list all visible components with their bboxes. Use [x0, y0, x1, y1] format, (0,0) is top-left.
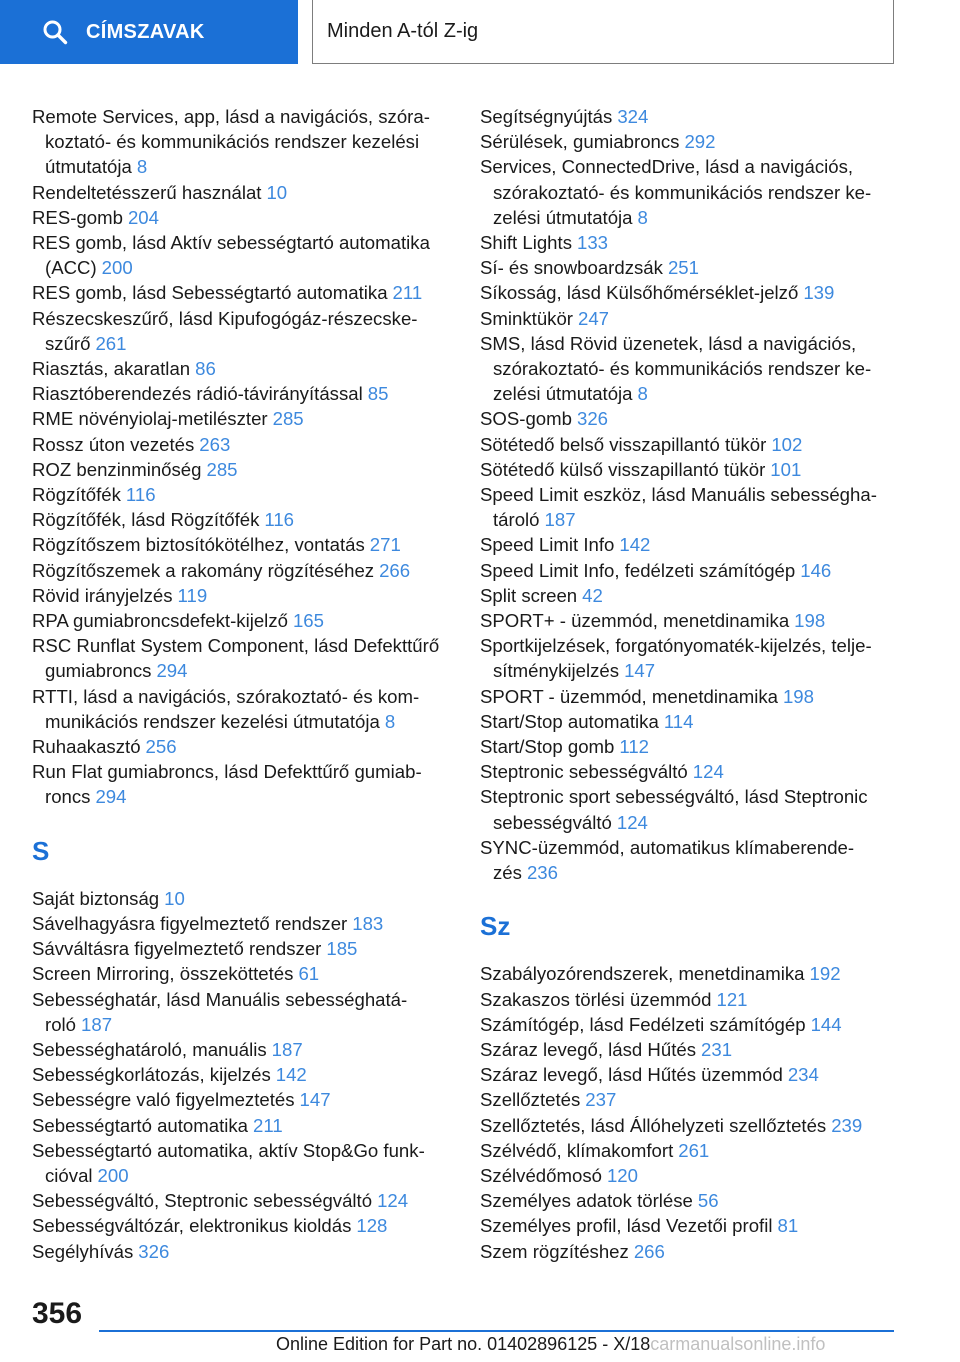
index-entry	[480, 280, 898, 305]
index-list-s	[32, 886, 450, 1264]
index-entry-text: Speed Limit Info, fedélzeti számítógép	[480, 559, 796, 581]
index-entry	[32, 507, 450, 532]
index-entry	[480, 230, 898, 255]
page-reference-link[interactable]: 247	[578, 307, 610, 329]
page-reference-link[interactable]: 204	[127, 206, 159, 228]
index-entry	[32, 1113, 450, 1138]
page-reference-link[interactable]: 139	[803, 282, 835, 304]
index-entry-text: SPORT+ - üzemmód, menetdinamika	[480, 610, 790, 632]
section-heading-sz: Sz	[480, 911, 511, 942]
page-reference-link[interactable]: 86	[195, 358, 216, 380]
index-entry	[32, 381, 450, 406]
page-reference-link[interactable]: 42	[582, 584, 603, 606]
page-reference-link[interactable]: 326	[138, 1240, 170, 1262]
page-reference-link[interactable]: 231	[701, 1038, 733, 1060]
index-entry	[480, 255, 898, 280]
index-entry-text: Sötétedő belső visszapillantó tükör	[480, 433, 767, 455]
index-entry	[32, 936, 450, 961]
page-reference-link[interactable]: 10	[266, 181, 288, 203]
index-entry-text: Steptronic sport sebességváltó, lásd Steptronic sebességváltó	[480, 786, 868, 833]
index-entry-text: Száraz levegő, lásd Hűtés	[480, 1038, 697, 1060]
index-entry	[480, 154, 898, 230]
index-entry	[480, 1037, 898, 1062]
index-entry-text: Szellőztetés	[480, 1089, 581, 1111]
tab-a-to-z[interactable]	[312, 0, 894, 64]
page-reference-link[interactable]: 133	[577, 232, 609, 254]
index-entry-text: Személyes adatok törlése	[480, 1190, 693, 1212]
index-entry	[32, 1239, 450, 1264]
page-reference-link[interactable]: 124	[377, 1190, 409, 1212]
index-entry	[32, 911, 450, 936]
index-entry	[480, 734, 898, 759]
index-entry	[32, 104, 450, 180]
index-entry-text: Száraz levegő, lásd Hűtés üzemmód	[480, 1064, 783, 1086]
page-reference-link[interactable]: 56	[697, 1190, 719, 1212]
index-entry-text: RPA gumiabroncsdefekt-kijelző	[32, 610, 288, 632]
index-entry	[480, 406, 898, 431]
page-reference-link[interactable]: 236	[526, 862, 558, 884]
page-reference-link[interactable]: 198	[782, 685, 814, 707]
watermark-text: carmanualsonline.info	[650, 1334, 826, 1354]
index-entry	[32, 886, 450, 911]
index-entry-text: Sérülések, gumiabroncs	[480, 131, 680, 153]
index-entry	[480, 1012, 898, 1037]
index-entry-text: Rögzítőszem biztosítókötélhez, vontatás	[32, 534, 365, 556]
index-entry	[480, 129, 898, 154]
index-entry-text: Rövid irányjelzés	[32, 584, 173, 606]
page-reference-link[interactable]: 8	[384, 710, 396, 732]
page-reference-link[interactable]: 85	[367, 383, 389, 405]
index-entry-text: Saját biztonság	[32, 887, 160, 909]
index-entry	[480, 432, 898, 457]
page-reference-link[interactable]: 121	[716, 988, 748, 1010]
index-entry	[32, 482, 450, 507]
tab-a-to-z-label: Minden A-tól Z-ig	[327, 20, 479, 42]
page-reference-link[interactable]: 142	[275, 1064, 307, 1086]
index-entry-text: RTTI, lásd a navigációs, szórakoztató- és kommunikációs rendszer kezelési útmutatója	[32, 685, 420, 732]
index-entry	[480, 835, 898, 885]
index-list-s-continued	[480, 104, 898, 885]
index-entry-text: Sávelhagyásra figyelmeztető rendszer	[32, 912, 348, 934]
search-icon	[42, 19, 68, 45]
index-entry-text: Riasztás, akaratlan	[32, 358, 191, 380]
index-entry-text: Szem rögzítéshez	[480, 1240, 629, 1262]
page-reference-link[interactable]: 116	[125, 484, 156, 506]
page-reference-link[interactable]: 183	[352, 912, 384, 934]
index-entry-text: Sebességváltózár, elektronikus kioldás	[32, 1215, 352, 1237]
page-reference-link[interactable]: 294	[95, 786, 127, 808]
index-entry	[480, 457, 898, 482]
page-reference-link[interactable]: 200	[97, 1164, 129, 1186]
index-entry	[32, 205, 450, 230]
page-reference-link[interactable]: 187	[544, 509, 576, 531]
index-entry-text: Személyes profil, lásd Vezetői profil	[480, 1215, 773, 1237]
page-reference-link[interactable]: 8	[637, 206, 648, 228]
page-reference-link[interactable]: 8	[637, 383, 648, 405]
index-entry-text: RES gomb, lásd Aktív sebességtartó automatika (ACC)	[32, 232, 430, 279]
tab-keywords-label: CÍMSZAVAK	[86, 20, 205, 43]
index-entry-text: Sebességhatár, lásd Manuális sebességhatároló	[32, 988, 408, 1035]
index-entry-text: RME növényiolaj-metilészter	[32, 408, 268, 430]
index-entry	[480, 482, 898, 532]
index-entry-text: ROZ benzinminőség	[32, 458, 202, 480]
page-reference-link[interactable]: 292	[684, 131, 716, 153]
page-reference-link[interactable]: 187	[271, 1038, 303, 1060]
index-entry-text: Síkosság, lásd Külsőhőmérséklet-jelző	[480, 282, 799, 304]
index-entry	[32, 532, 450, 557]
index-entry	[32, 1037, 450, 1062]
page-reference-link[interactable]: 198	[794, 610, 826, 632]
index-entry	[480, 104, 898, 129]
page-reference-link[interactable]: 142	[619, 534, 651, 556]
index-entry-text: Ruhaakasztó	[32, 736, 141, 758]
index-entry	[32, 608, 450, 633]
index-entry-text: Sebességkorlátozás, kijelzés	[32, 1064, 271, 1086]
index-entry-text: Sebességváltó, Steptronic sebességváltó	[32, 1190, 373, 1212]
index-entry	[32, 280, 450, 305]
index-entry-text: Start/Stop gomb	[480, 736, 615, 758]
section-heading-s: S	[32, 835, 50, 866]
page-reference-link[interactable]: 326	[576, 408, 609, 430]
index-entry	[480, 532, 898, 557]
index-entry	[32, 987, 450, 1037]
page-reference-link[interactable]: 101	[770, 458, 802, 480]
index-entry	[32, 356, 450, 381]
index-entry	[480, 684, 898, 709]
index-entry	[32, 230, 450, 280]
index-entry-text: Szellőztetés, lásd Állóhelyzeti szellőztetés	[480, 1114, 827, 1136]
index-entry	[480, 558, 898, 583]
page-reference-link[interactable]: 10	[164, 887, 185, 909]
page-reference-link[interactable]: 263	[199, 433, 231, 455]
index-entry-text: Szélvédő, klímakomfort	[480, 1139, 674, 1161]
index-entry	[480, 1163, 898, 1188]
page-reference-link[interactable]: 146	[800, 559, 832, 581]
page-reference-link[interactable]: 266	[379, 559, 411, 581]
page-reference-link[interactable]: 144	[810, 1013, 842, 1035]
footer-divider	[99, 1330, 894, 1332]
index-entry	[32, 633, 450, 683]
edition-text: Online Edition for Part no. 01402896125 - X/18	[276, 1334, 651, 1354]
page-reference-link[interactable]: 234	[787, 1064, 819, 1086]
index-entry	[480, 1213, 898, 1238]
index-entry-text: SOS-gomb	[480, 408, 572, 430]
page-reference-link[interactable]: 285	[206, 458, 238, 480]
page-reference-link[interactable]: 239	[831, 1114, 863, 1136]
index-entry-text: Sávváltásra figyelmeztető rendszer	[32, 938, 322, 960]
index-entry	[32, 684, 450, 734]
index-entry	[32, 457, 450, 482]
index-entry-text: Steptronic sebességváltó	[480, 761, 688, 783]
index-entry	[32, 432, 450, 457]
index-entry	[480, 784, 898, 834]
index-column-left	[32, 104, 450, 1264]
index-entry	[480, 759, 898, 784]
index-entry	[480, 633, 898, 683]
page-reference-link[interactable]: 128	[356, 1215, 388, 1237]
index-entry	[32, 406, 450, 431]
index-entry	[32, 1213, 450, 1238]
page-reference-link[interactable]: 237	[585, 1089, 617, 1111]
index-entry	[32, 734, 450, 759]
index-entry-text: RSC Runflat System Component, lásd Defekttűrő gumiabroncs	[32, 635, 440, 682]
index-entry	[480, 583, 898, 608]
index-entry-text: Segítségnyújtás	[480, 106, 613, 127]
page-reference-link[interactable]: 81	[777, 1215, 799, 1237]
page-reference-link[interactable]: 165	[292, 610, 324, 632]
index-entry-text: Rossz úton vezetés	[32, 433, 195, 455]
index-entry-text: Szabályozórendszerek, menetdinamika	[480, 963, 805, 985]
page-reference-link[interactable]: 261	[95, 332, 127, 354]
index-entry-text: Rendeltetésszerű használat	[32, 181, 262, 203]
index-entry-text: Rögzítőfék, lásd Rögzítőfék	[32, 509, 260, 531]
page-reference-link[interactable]: 211	[253, 1114, 283, 1136]
page-reference-link[interactable]: 124	[616, 811, 648, 833]
page-reference-link[interactable]: 61	[298, 963, 320, 985]
index-entry-text: Sportkijelzések, forgatónyomaték-kijelzés, teljesítménykijelzés	[480, 635, 872, 682]
page-number: 356	[32, 1297, 83, 1330]
index-entry-text: Run Flat gumiabroncs, lásd Defekttűrő gumiabroncs	[32, 761, 422, 808]
page-reference-link[interactable]: 120	[606, 1164, 638, 1186]
index-entry	[32, 759, 450, 809]
page-reference-link[interactable]: 185	[326, 938, 358, 960]
index-entry	[32, 1062, 450, 1087]
index-entry	[480, 1087, 898, 1112]
index-entry	[480, 1138, 898, 1163]
page-reference-link[interactable]: 251	[667, 257, 699, 279]
index-entry	[480, 306, 898, 331]
page-reference-link[interactable]: 261	[678, 1139, 710, 1161]
page-reference-link[interactable]: 271	[369, 534, 401, 556]
index-entry	[480, 1113, 898, 1138]
index-entry-text: Remote Services, app, lásd a navigációs, szórakoztató- és kommunikációs rendszer kezelési útmutatója	[32, 106, 430, 178]
index-entry-text: Sí- és snowboardzsák	[480, 257, 663, 279]
index-entry-text: Rögzítőfék	[32, 484, 121, 506]
page-reference-link[interactable]: 102	[771, 433, 803, 455]
page-reference-link[interactable]: 116	[264, 509, 295, 531]
index-entry	[32, 1188, 450, 1213]
index-entry-text: SPORT - üzemmód, menetdinamika	[480, 685, 778, 707]
index-entry-text: RES-gomb	[32, 206, 123, 228]
index-entry	[480, 1239, 898, 1264]
index-entry-text: Sebességtartó automatika	[32, 1114, 249, 1136]
index-entry-text: Segélyhívás	[32, 1240, 134, 1262]
index-list-sz	[480, 961, 898, 1263]
index-entry-text: Split screen	[480, 584, 578, 606]
page-reference-link[interactable]: 147	[299, 1089, 331, 1111]
index-entry-text: Services, ConnectedDrive, lásd a navigációs, szórakoztató- és kommunikációs rendszer kezelési útmutatója	[480, 156, 872, 228]
page-reference-link[interactable]: 112	[619, 736, 650, 758]
page-reference-link[interactable]: 285	[272, 408, 304, 430]
page-reference-link[interactable]: 211	[392, 282, 423, 304]
index-entry-text: Sebességtartó automatika, aktív Stop&Go funkcióval	[32, 1139, 425, 1186]
page-reference-link[interactable]: 124	[692, 761, 724, 783]
index-entry-text: Speed Limit Info	[480, 534, 615, 556]
index-entry-text: Sötétedő külső visszapillantó tükör	[480, 458, 766, 480]
index-entry-text: Szakaszos törlési üzemmód	[480, 988, 712, 1010]
index-entry	[480, 608, 898, 633]
page-reference-link[interactable]: 294	[156, 660, 188, 682]
index-entry-text: Shift Lights	[480, 232, 572, 254]
index-entry-text: SYNC-üzemmód, automatikus klímaberendezés	[480, 836, 855, 884]
index-entry	[32, 180, 450, 205]
index-entry-text: Részecskeszűrő, lásd Kipufogógáz-részecskeszűrő	[32, 307, 418, 354]
index-list-r	[32, 104, 450, 810]
page-reference-link[interactable]: 266	[633, 1240, 665, 1262]
page-reference-link[interactable]: 187	[81, 1013, 113, 1035]
page-reference-link[interactable]: 192	[809, 963, 841, 985]
index-entry-text: Sminktükör	[480, 307, 573, 329]
index-entry-text: Start/Stop automatika	[480, 710, 659, 732]
index-entry	[480, 331, 898, 407]
index-entry	[32, 306, 450, 356]
index-column-right	[480, 104, 898, 1264]
index-entry	[480, 709, 898, 734]
index-entry-text: Riasztóberendezés rádió-távirányítással	[32, 383, 363, 405]
index-entry	[32, 558, 450, 583]
index-entry-text: Screen Mirroring, összeköttetés	[32, 963, 294, 985]
index-entry	[480, 1188, 898, 1213]
index-entry	[480, 987, 898, 1012]
page-reference-link[interactable]: 324	[617, 106, 649, 127]
footer-edition	[276, 1334, 825, 1355]
index-entry	[32, 1087, 450, 1112]
index-entry-text: Szélvédőmosó	[480, 1164, 602, 1186]
page-reference-link[interactable]: 114	[663, 710, 694, 732]
index-entry	[480, 1062, 898, 1087]
page-reference-link[interactable]: 200	[101, 257, 133, 279]
page-reference-link[interactable]: 256	[145, 736, 177, 758]
index-entry	[32, 1138, 450, 1188]
index-entry-text: Sebességre való figyelmeztetés	[32, 1089, 295, 1111]
index-entry-text: Számítógép, lásd Fedélzeti számítógép	[480, 1013, 806, 1035]
index-entry-text: Speed Limit eszköz, lásd Manuális sebességhatároló	[480, 484, 877, 531]
tab-keywords[interactable]	[0, 0, 298, 64]
index-entry-text: SMS, lásd Rövid üzenetek, lásd a navigációs, szórakoztató- és kommunikációs rendszer kezelési útmutatója	[480, 332, 872, 405]
page-reference-link[interactable]: 8	[136, 156, 148, 178]
index-entry-text: Rögzítőszemek a rakomány rögzítéséhez	[32, 559, 375, 581]
index-entry-text: RES gomb, lásd Sebességtartó automatika	[32, 282, 388, 304]
index-entry	[32, 583, 450, 608]
index-entry-text: Sebességhatároló, manuális	[32, 1038, 267, 1060]
page-reference-link[interactable]: 119	[177, 584, 208, 606]
index-entry	[32, 961, 450, 986]
page-reference-link[interactable]: 147	[624, 660, 656, 682]
index-entry	[480, 961, 898, 986]
